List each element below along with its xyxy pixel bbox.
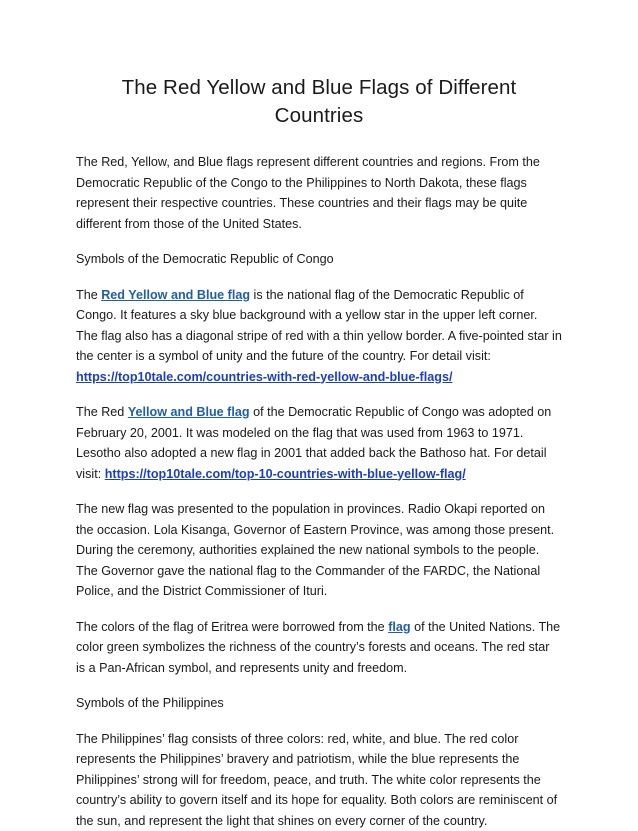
paragraph-presentation: The new flag was presented to the population in provinces. Radio Okapi reported on the occasion. Lola Kisanga, Governor of Eastern Province, was among those present. During the ceremony, authorities explained the new national symbols to the people. The Governor gave the national flag to the Commander of the FARDC, the National Police, and the District Commissioner of Ituri.: [76, 499, 562, 602]
section-heading-congo: Symbols of the Democratic Republic of Congo: [76, 249, 562, 270]
intro-paragraph: The Red, Yellow, and Blue flags represent different countries and regions. From the Democratic Republic of the Congo to the Philippines to North Dakota, these flags represent their respective countries. These countries and their flags may be quite different from those of the United States.: [76, 152, 562, 234]
paragraph-congo-adoption: [76, 402, 562, 484]
yellow-blue-flag-link[interactable]: Yellow and Blue flag: [128, 405, 250, 419]
paragraph-philippines-flag: The Philippines’ flag consists of three colors: red, white, and blue. The red color represents the Philippines’ bravery and patriotism, while the blue represents the Philippines’ strong will for freedom, peace, and truth. The white color represents the country’s ability to govern itself and its hope for equality. Both colors are reminiscent of the sun, and represent the light that shines on every corner of the country.: [76, 729, 562, 831]
text-segment: is the national flag of the Democratic Republic of Congo. It features a sky blue background with a yellow star in the upper left corner. The flag also has a diagonal stripe of red with a thin yellow border. A five-pointed star in the center is a symbol of unity and the future of the country. For detail visit:: [76, 288, 562, 364]
section-heading-philippines: Symbols of the Philippines: [76, 693, 562, 714]
paragraph-eritrea: [76, 617, 562, 679]
text-segment: The colors of the flag of Eritrea were borrowed from the: [76, 620, 388, 634]
page-title: The Red Yellow and Blue Flags of Different Countries: [76, 74, 562, 130]
un-flag-link[interactable]: flag: [388, 620, 410, 634]
text-segment: of the United Nations. The color green symbolizes the richness of the country’s forests and oceans. The red star is a Pan-African symbol, and represents unity and freedom.: [76, 620, 560, 675]
paragraph-congo-flag: [76, 285, 562, 388]
countries-red-yellow-blue-url-link[interactable]: https://top10tale.com/countries-with-red-yellow-and-blue-flags/: [76, 370, 452, 384]
text-segment: The Red: [76, 405, 128, 419]
red-yellow-blue-flag-link[interactable]: Red Yellow and Blue flag: [101, 288, 250, 302]
blue-yellow-flag-url-link[interactable]: https://top10tale.com/top-10-countries-with-blue-yellow-flag/: [105, 467, 466, 481]
text-segment: The: [76, 288, 101, 302]
text-segment: of the Democratic Republic of Congo was adopted on February 20, 2001. It was modeled on the flag that was used from 1963 to 1971. Lesotho also adopted a new flag in 2001 that added back the Bathoso hat. For detail visit:: [76, 405, 551, 481]
